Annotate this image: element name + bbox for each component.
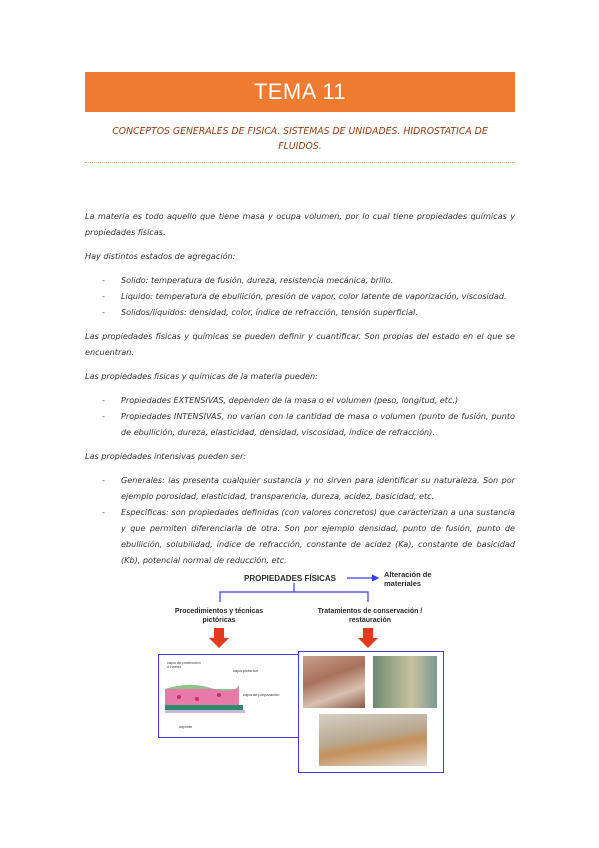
restoration-photo [303,656,365,708]
diagram-treatments-label: Tratamientos de conservación / restauración [317,608,423,624]
page-subtitle: CONCEPTOS GENERALES DE FISICA. SISTEMAS DE UNIDADES. HIDROSTATICA DE FLUIDOS. [112,126,488,152]
list-item: - Propiedades EXTENSIVAS, dependen de la masa o el volumen (peso, longitud, etc.) [85,392,515,408]
list [85,272,515,320]
paragraph: La materia es todo aquello que tiene masa y ocupa volumen, por lo cual tiene propiedades químicas y propiedades físicas. [85,211,515,237]
list [85,472,515,568]
divider [85,162,515,163]
restoration-photos-box [298,651,444,773]
paragraph: Las propiedades físicas y químicas se pueden definir y cuantificar. Son propias del estado en el que se encuentran. [85,331,515,357]
diagram-arrows [150,566,450,656]
label-support: soporte [179,724,193,729]
red-arrow-left [209,628,229,648]
paragraph: Hay distintos estados de agregación: [85,251,236,261]
paragraph: Las propiedades intensivas pueden ser: [85,451,247,461]
list-item: - Generales: las presenta cualquier sustancia y no sirven para identificar su naturaleza. Son por ejemplo porosidad, elasticidad, transparencia, dureza, acidez, basicidad, etc. [85,472,515,504]
list-item: - Propiedades INTENSIVAS, no varían con la cantidad de masa o volumen (punto de fusión, punto de ebullición, dureza, elasticidad, densidad, viscosidad, índice de refracción). [85,408,515,440]
properties-diagram [150,566,450,776]
page-title: TEMA 11 [85,72,515,112]
list [85,392,515,440]
document-body [85,208,515,576]
arrow-branch [220,592,368,602]
restoration-photo [319,714,427,766]
diagram-procedures-label: Procedimientos y técnicas pictóricas [174,608,264,624]
label-paint-layer: capa pictórica [233,668,258,673]
list-item: - Especificas: son propiedades definidas (con valores concretos) que caracterizan a una sustancia y que permiten diferenciarla de otra. Son por ejemplo densidad, punto de fusión, punto de ebullición, solubilidad, índice de refracción, constante de acidez (Ka), constante de basicidad (Kb), potencial normal de reducción, etc. [85,504,515,568]
paint-layers-box [158,654,300,738]
label-ground-layer: capa de preparación [243,692,280,697]
red-arrow-right [358,628,378,648]
paragraph: Las propiedades físicas y químicas de la materia pueden: [85,371,318,381]
diagram-alteration-label: Alteración de materiales [384,570,432,588]
list-item: - Solidos/líquidos: densidad, color, índice de refracción, tensión superficial. [85,304,515,320]
list-item: - Solido: temperatura de fusión, dureza, resistencia mecánica, brillo. [85,272,515,288]
label-varnish: capa de protección o barniz [167,660,201,669]
list-item: - Liquido: temperatura de ebullición, presión de vapor, color latente de vaporización, viscosidad. [85,288,515,304]
restoration-photo [373,656,437,708]
diagram-main-label: PROPIEDADES FÍSICAS [244,574,337,583]
